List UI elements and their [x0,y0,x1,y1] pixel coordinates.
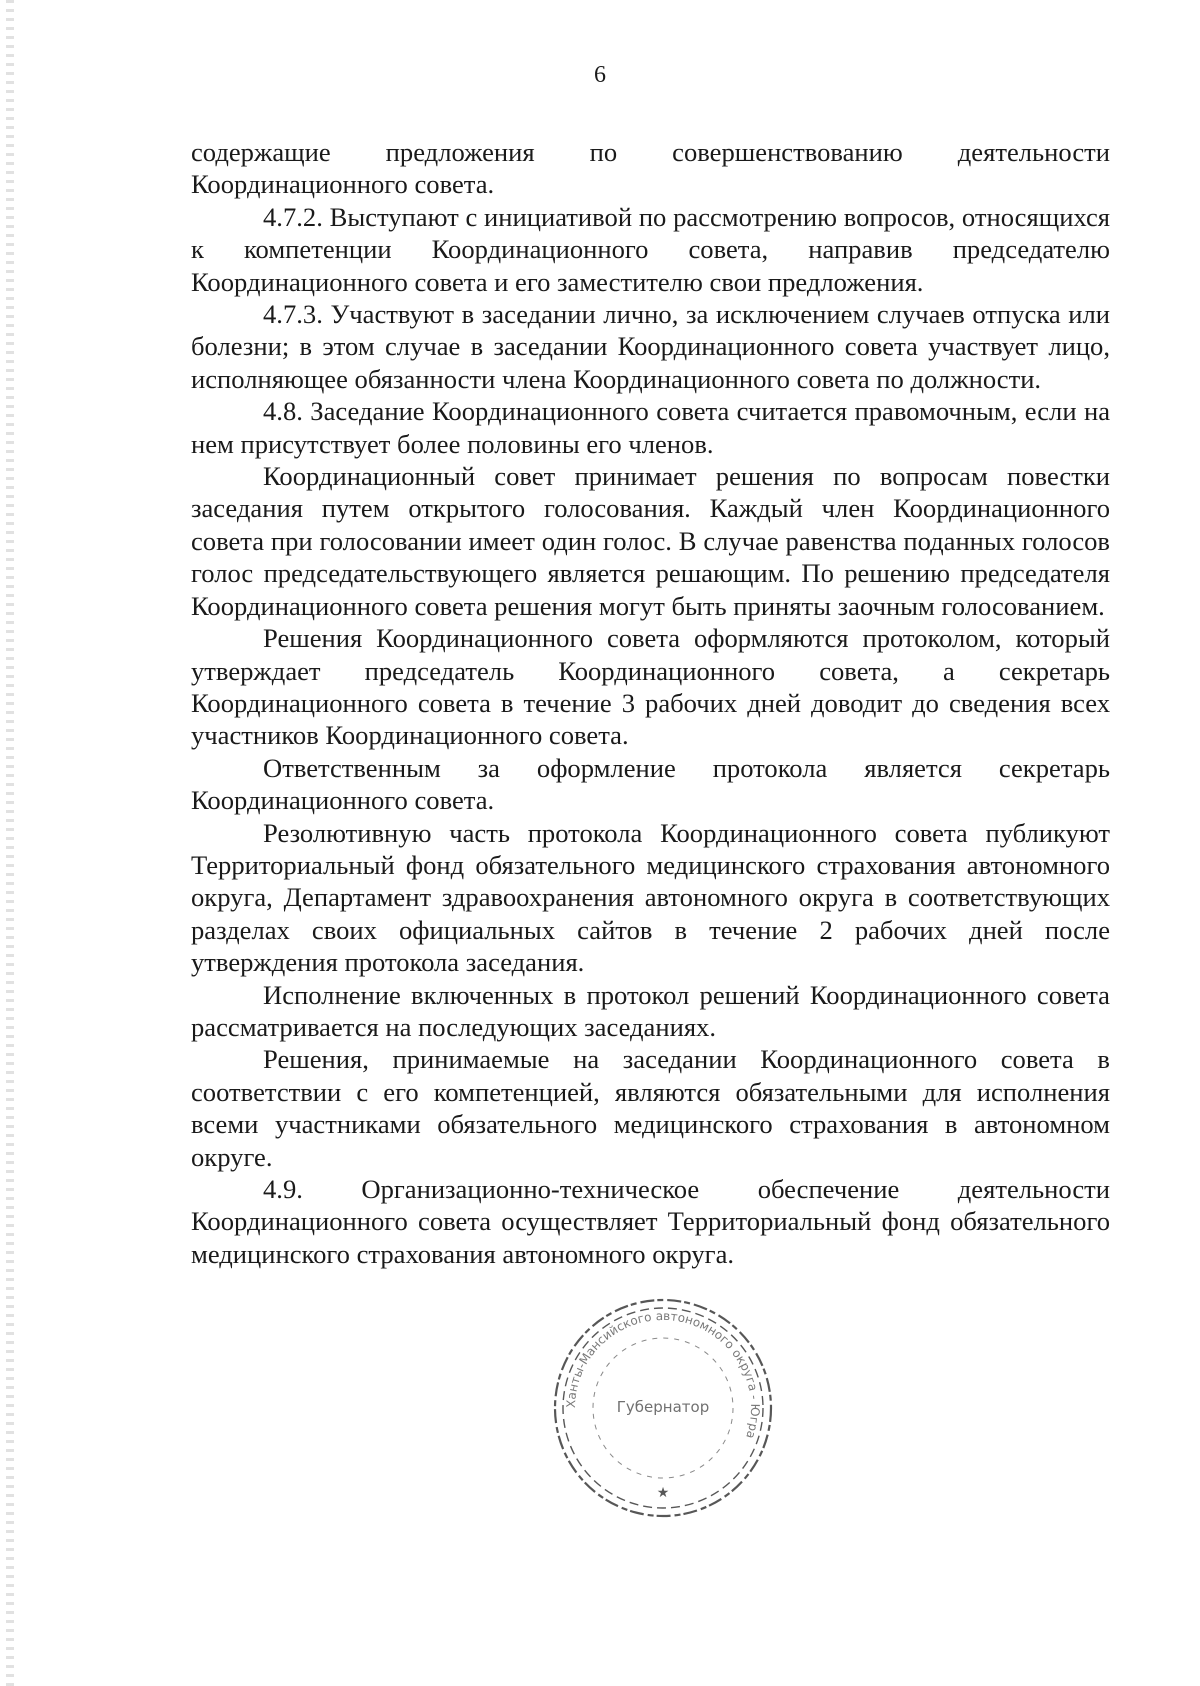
paragraph-4-9: 4.9. Организационно-техническое обеспечение деятельности Координационного совета осуществляет Территориальный фонд обязательного медицинского страхования автономного округа. [191,1174,1110,1269]
official-seal [548,1293,778,1523]
page-number: 6 [594,62,606,88]
paragraph-execution: Исполнение включенных в протокол решений Координационного совета рассматривается на последующих заседаниях. [191,979,1110,1042]
document-body [191,136,1110,1270]
paragraph-4-7-2: 4.7.2. Выступают с инициативой по рассмотрению вопросов, относящихся к компетенции Координационного совета, направив председателю Координационного совета и его заместителю свои предложения. [191,201,1110,297]
seal-star-icon: ★ [656,1485,670,1501]
paragraph-secretary: Ответственным за оформление протокола является секретарь Координационного совета. [191,752,1110,816]
paragraph-protocol: Решения Координационного совета оформляются протоколом, который утверждает председатель Координационного совета, а секретарь Координационного совета в течение 3 рабочих дней доводит до сведения всех участников Координационного совета. [191,623,1110,751]
paragraph-publication: Резолютивную часть протокола Координационного совета публикуют Территориальный фонд обязательного медицинского страхования автономного округа, Департамент здравоохранения автономного округа в соответствующих разделах своих официальных сайтов в течение 2 рабочих дней после утверждения протокола заседания. [191,817,1110,978]
scan-binding-edge [6,0,14,1686]
paragraph-obligatory: Решения, принимаемые на заседании Координационного совета в соответствии с его компетенцией, являются обязательными для исполнения всеми участниками обязательного медицинского страхования в автономном округе. [191,1044,1110,1172]
paragraph-continuation: содержащие предложения по совершенствованию деятельности Координационного совета. [191,137,1110,200]
seal-center-text: Губернатор [616,1398,710,1416]
svg-text:Ханты-Мансийского автономного [564,1309,762,1440]
seal-ring-text: Ханты-Мансийского автономного округа - Югра [563,1308,763,1441]
paragraph-4-7-3: 4.7.3. Участвуют в заседании лично, за исключением случаев отпуска или болезни; в этом случае в заседании Координационного совета участвует лицо, исполняющее обязанности члена Координационного совета по должности. [191,299,1110,394]
paragraph-4-8: 4.8. Заседание Координационного совета считается правомочным, если на нем присутствует более половины его членов. [191,396,1110,459]
paragraph-voting: Координационный совет принимает решения по вопросам повестки заседания путем открытого голосования. Каждый член Координационного совета при голосовании имеет один голос. В случае равенства поданных голосов голос председательствующего является решающим. По решению председателя Координационного совета решения могут быть приняты заочным голосованием. [191,461,1110,621]
